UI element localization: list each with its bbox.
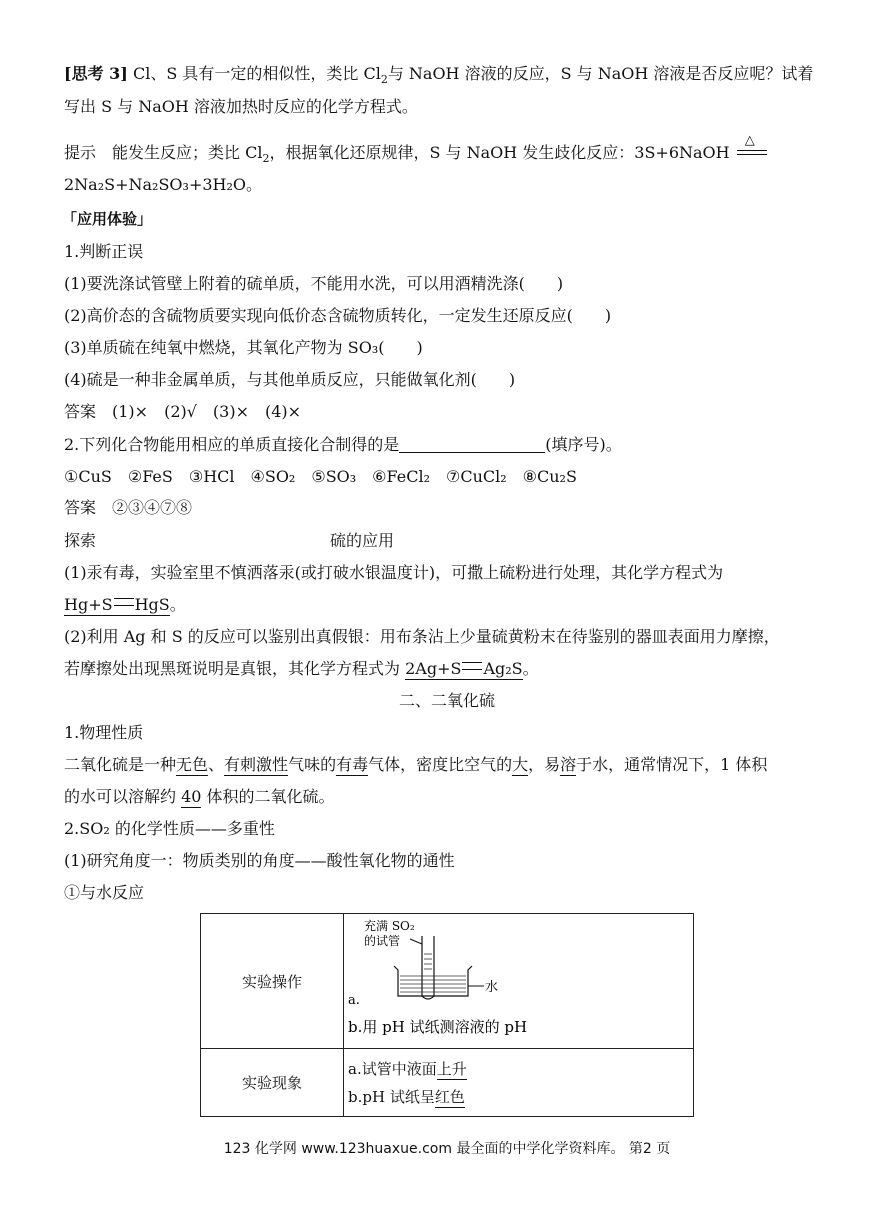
think-question-2: 写出 S 与 NaOH 溶液加热时反应的化学方程式。 bbox=[64, 97, 418, 116]
explore-label: 探索 bbox=[64, 531, 97, 550]
phys-line-2 bbox=[64, 786, 335, 808]
diagram-label-tube2: 的试管 bbox=[364, 934, 401, 948]
text: 气味的 bbox=[288, 755, 337, 774]
eq-right: Ag₂S bbox=[483, 659, 523, 678]
hint-equation: 2Na₂S+Na₂SO₃+3H₂O。 bbox=[64, 175, 263, 194]
op-step-b: b.用 pH 试纸测溶液的 pH bbox=[348, 1018, 528, 1036]
react-water: ①与水反应 bbox=[64, 883, 145, 902]
fill-colorless: 无色 bbox=[176, 755, 209, 774]
op-label: 实验操作 bbox=[201, 914, 344, 1049]
think-question-1-rest: 与 NaOH 溶液的反应，S 与 NaOH 溶液是否反应呢？试着 bbox=[387, 64, 814, 83]
diagram-label-water: 水 bbox=[485, 980, 499, 995]
fill-toxic: 有毒 bbox=[336, 755, 369, 774]
think-line-1 bbox=[64, 63, 813, 91]
judge-title: 1.判断正误 bbox=[64, 242, 144, 261]
text: 于水，通常情况下，1 体积 bbox=[576, 755, 768, 774]
judge-item-2: (2)高价态的含硫物质要实现向低价态含硫物质转化，一定发生还原反应( ) bbox=[64, 306, 612, 325]
fill-irritating: 有刺激性 bbox=[224, 755, 289, 774]
fill-rise: 上升 bbox=[436, 1059, 467, 1078]
combine-title-tail: (填序号)。 bbox=[545, 435, 622, 454]
combine-options: ①CuS ②FeS ③HCl ④SO₂ ⑤SO₃ ⑥FeCl₂ ⑦CuCl₂ ⑧Cu₂S bbox=[64, 467, 577, 486]
explore-p2b-line bbox=[64, 658, 539, 680]
section-title-so2: 二、二氧化硫 bbox=[398, 691, 495, 710]
eq-left: Hg+S bbox=[64, 595, 113, 614]
fill-red: 红色 bbox=[434, 1087, 465, 1106]
chem-title: 2.SO₂ 的化学性质——多重性 bbox=[64, 819, 275, 838]
text: 的水可以溶解约 bbox=[64, 787, 182, 806]
explore-p1-equation bbox=[64, 594, 186, 616]
think-tag: [思考 3] bbox=[64, 64, 128, 83]
angle-1: (1)研究角度一：物质类别的角度——酸性氧化物的通性 bbox=[64, 851, 455, 870]
equation-hg-s bbox=[64, 595, 170, 616]
period: 。 bbox=[522, 659, 539, 678]
equation-ag-s bbox=[405, 659, 523, 680]
obs-a bbox=[348, 1055, 689, 1083]
subscript: 2 bbox=[262, 152, 270, 165]
section-application: 「应用体验」 bbox=[62, 210, 153, 228]
diagram-label-tube: 充满 SO₂ bbox=[364, 919, 415, 933]
text: 气体，密度比空气的 bbox=[368, 755, 513, 774]
period: 。 bbox=[169, 595, 186, 614]
obs-b bbox=[348, 1083, 689, 1111]
combine-answer: 答案 ②③④⑦⑧ bbox=[64, 498, 193, 517]
combine-title: 2.下列化合物能用相应的单质直接化合制得的是 bbox=[64, 435, 400, 454]
explore-topic: 硫的应用 bbox=[330, 531, 395, 550]
hint-line bbox=[64, 133, 769, 170]
eq-right: HgS bbox=[134, 595, 170, 614]
op-step-a: a. bbox=[348, 993, 360, 1008]
explore-p2b: 若摩擦处出现黑斑说明是真银，其化学方程式为 bbox=[64, 659, 401, 678]
page-footer: 123 化学网 www.123huaxue.com 最全面的中学化学资料库。 第2 页 bbox=[223, 1141, 671, 1157]
hint-text-a: 提示 能发生反应；类比 Cl bbox=[64, 143, 263, 162]
fill-soluble: 溶 bbox=[560, 755, 577, 774]
text: a.试管中液面 bbox=[348, 1059, 437, 1078]
explore-p2a: (2)利用 Ag 和 S 的反应可以鉴别出真假银：用布条沾上少量硫黄粉末在待鉴别的器皿表面用力摩擦， bbox=[64, 627, 780, 646]
text: b.pH 试纸呈 bbox=[348, 1087, 435, 1106]
think-question-1: Cl、S 具有一定的相似性，类比 Cl bbox=[132, 64, 381, 83]
eq-left: 2Ag+S bbox=[405, 659, 462, 678]
obs-label: 实验现象 bbox=[201, 1049, 344, 1117]
text: 二氧化硫是一种 bbox=[64, 755, 177, 774]
judge-item-3: (3)单质硫在纯氧中燃烧，其氧化产物为 SO₃( ) bbox=[64, 338, 423, 357]
phys-line-1 bbox=[64, 754, 767, 776]
heat-triangle: △ bbox=[744, 133, 755, 148]
hint-text-b: ，根据氧化还原规律，S 与 NaOH 发生歧化反应：3S+6NaOH bbox=[269, 143, 730, 162]
judge-answer: 答案 (1)× (2)√ (3)× (4)× bbox=[64, 402, 302, 421]
subscript: 2 bbox=[380, 73, 388, 86]
apparatus-diagram bbox=[344, 914, 696, 1048]
op-cell bbox=[344, 914, 694, 1049]
explore-p1: (1)汞有毒，实验室里不慎洒落汞(或打破水银温度计)，可撒上硫粉进行处理，其化学方程式为 bbox=[64, 563, 724, 582]
fill-large: 大 bbox=[512, 755, 529, 774]
combine-title-line bbox=[64, 434, 622, 456]
fill-40: 40 bbox=[181, 787, 202, 806]
text: 、 bbox=[208, 755, 225, 774]
heating-arrow-symbol bbox=[735, 133, 769, 162]
obs-cell bbox=[344, 1049, 694, 1117]
answer-blank[interactable] bbox=[399, 436, 545, 453]
judge-item-1: (1)要洗涤试管壁上附着的硫单质，不能用水洗，可以用酒精洗涤( ) bbox=[64, 274, 564, 293]
phys-title: 1.物理性质 bbox=[64, 723, 144, 742]
experiment-table bbox=[200, 913, 694, 1117]
text: ，易 bbox=[528, 755, 561, 774]
judge-item-4: (4)硫是一种非金属单质，与其他单质反应，只能做氧化剂( ) bbox=[64, 370, 516, 389]
text: 体积的二氧化硫。 bbox=[201, 787, 335, 806]
